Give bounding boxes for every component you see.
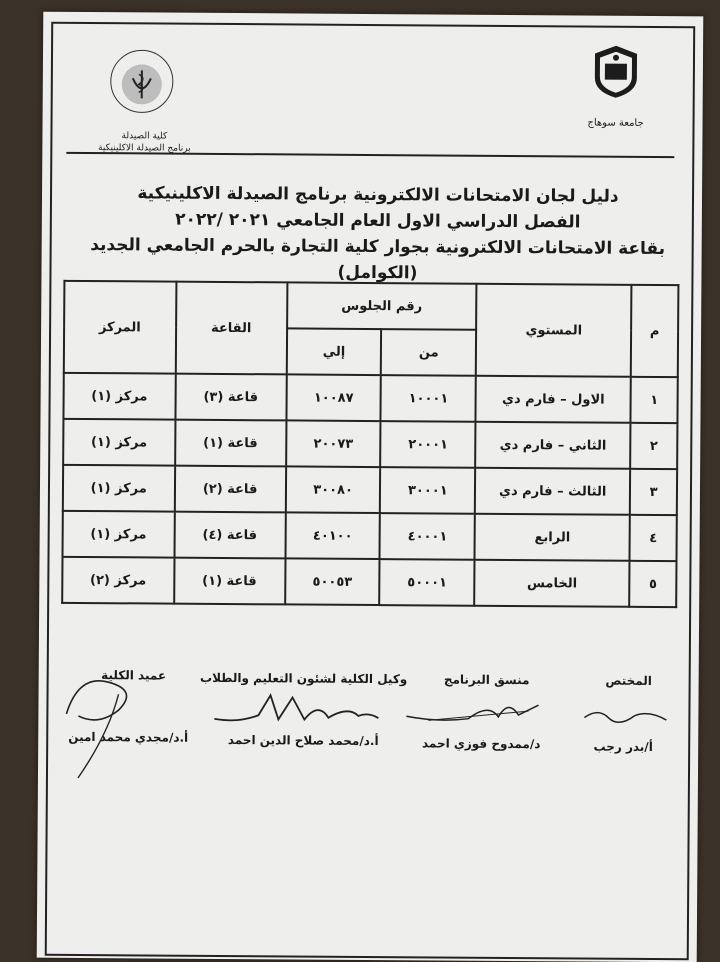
header-from: من	[381, 329, 476, 376]
sohag-university-logo	[591, 44, 641, 100]
cell-from: ٣٠٠٠١	[380, 467, 475, 514]
cell-hall: قاعة (١)	[175, 420, 287, 467]
university-caption: جامعة سوهاج	[573, 117, 659, 129]
cell-level: الخامس	[474, 560, 629, 607]
cell-from: ٢٠٠٠١	[381, 421, 476, 468]
program-caption	[84, 130, 204, 155]
vice-dean-name: أ.د/محمد صلاح الدين احمد	[208, 733, 398, 748]
table-row	[63, 419, 677, 469]
vice-dean-title: وكيل الكلية لشئون التعليم والطلاب	[199, 671, 409, 686]
title-line-2: الفصل الدراسي الاول العام الجامعي ٢٠٢١ /٢٠٢٢	[78, 206, 678, 236]
cell-to: ٤٠١٠٠	[285, 512, 380, 559]
table-row	[63, 511, 677, 561]
cell-center: مركز (١)	[63, 511, 175, 558]
table-row	[62, 557, 676, 607]
header-center: المركز	[64, 281, 176, 374]
cell-level: الثالث – فارم دي	[475, 468, 630, 515]
cell-level: الثاني – فارم دي	[475, 422, 630, 469]
specialist-title: المختص	[579, 673, 679, 688]
title-line-1: دليل لجان الامتحانات الالكترونية برنامج الصيدلة الاكلينيكية	[78, 180, 678, 210]
cell-center: مركز (١)	[63, 419, 175, 466]
table-row	[63, 373, 677, 423]
cell-index: ١	[631, 377, 678, 423]
vice-dean-signature	[208, 689, 388, 730]
cell-from: ٤٠٠٠١	[380, 513, 475, 560]
cell-to: ٣٠٠٨٠	[286, 466, 381, 513]
cell-hall: قاعة (٢)	[174, 466, 286, 513]
coordinator-signature	[398, 692, 548, 729]
program-name: برنامج الصيدلة الاكلينيكية	[84, 142, 204, 155]
document-titles	[77, 180, 678, 288]
cell-to: ١٠٠٨٧	[286, 374, 381, 421]
header-level: المستوي	[476, 284, 632, 377]
cell-center: مركز (١)	[63, 465, 175, 512]
cell-center: مركز (١)	[63, 373, 175, 420]
title-line-3: بقاعة الامتحانات الالكترونية بجوار كلية التجارة بالحرم الجامعي الجديد (الكوامل)	[77, 232, 677, 288]
specialist-signature	[578, 699, 678, 730]
cell-index: ٣	[630, 469, 677, 515]
header-hall: القاعة	[175, 282, 287, 375]
cell-level: الرابع	[475, 514, 630, 561]
faculty-name: كلية الصيدلة	[84, 130, 204, 143]
header-index: م	[631, 285, 678, 377]
exam-schedule-table	[61, 280, 679, 608]
cell-index: ٢	[630, 423, 677, 469]
specialist-name: أ/بدر رجب	[568, 739, 678, 754]
dean-title: عميد الكلية	[79, 668, 189, 683]
coordinator-name: د/ممدوح فوزي احمد	[406, 736, 556, 751]
cell-index: ٤	[630, 515, 677, 561]
dean-name: أ.د/مجدي محمد امين	[58, 730, 198, 745]
table-row	[63, 465, 677, 515]
cell-index: ٥	[629, 561, 676, 607]
cell-level: الاول – فارم دي	[476, 376, 631, 423]
clinical-pharmacy-logo	[109, 48, 175, 114]
table-header-row	[64, 281, 678, 331]
cell-from: ١٠٠٠١	[381, 375, 476, 422]
header-to: إلي	[287, 328, 382, 375]
coordinator-title: منسق البرنامج	[417, 672, 557, 687]
cell-hall: قاعة (٤)	[174, 512, 286, 559]
cell-to: ٥٠٠٥٣	[285, 558, 380, 605]
document-sheet	[37, 12, 704, 962]
cell-hall: قاعة (٣)	[175, 374, 287, 421]
header-seat-number: رقم الجلوس	[287, 282, 477, 329]
dean-signature	[48, 654, 169, 785]
cell-to: ٢٠٠٧٣	[286, 420, 381, 467]
cell-from: ٥٠٠٠١	[380, 559, 475, 606]
cell-center: مركز (٢)	[62, 557, 174, 604]
cell-hall: قاعة (١)	[174, 558, 286, 605]
